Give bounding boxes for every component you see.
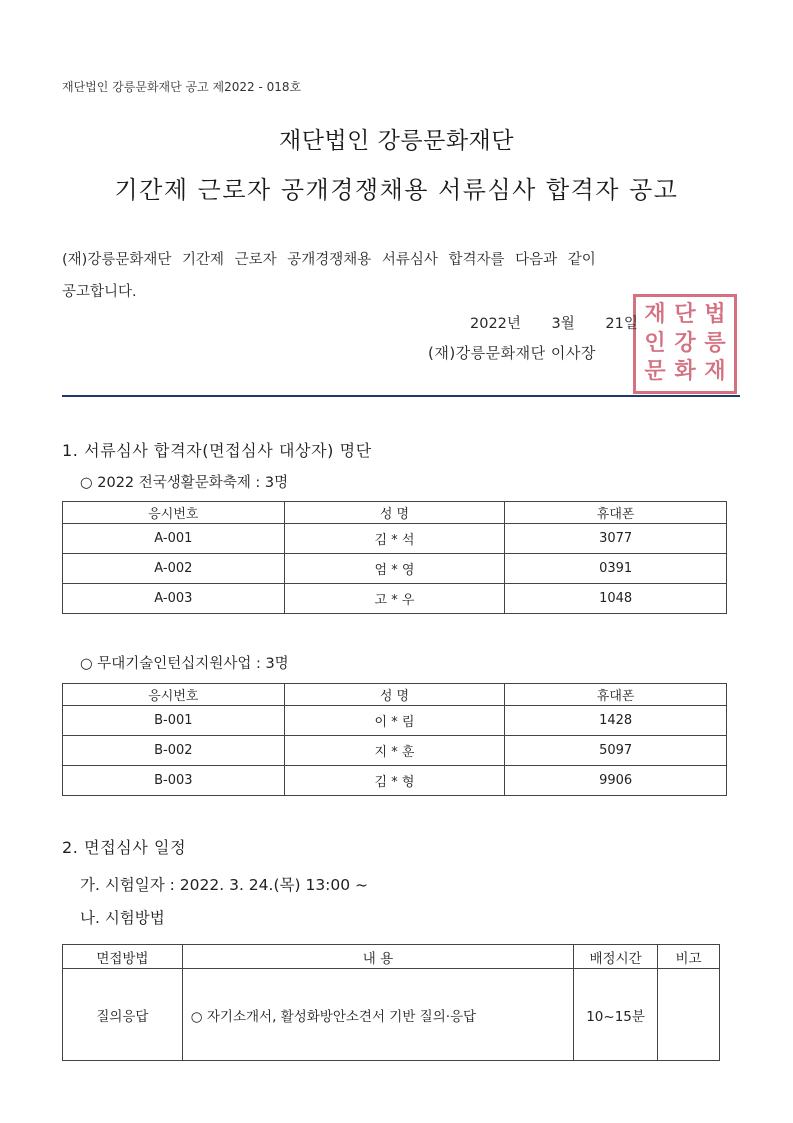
title-organization: 재단법인 강릉문화재단 [279, 128, 514, 154]
seal-char: 재 [704, 359, 726, 385]
header-note: 비고 [658, 945, 720, 969]
group2-title: ○ 무대기술인턴십지원사업 : 3명 [80, 656, 289, 672]
divider [62, 395, 740, 397]
seal-char: 문 [644, 359, 666, 385]
table-row [63, 969, 720, 1061]
seal-char: 재 [644, 302, 666, 327]
table-header-row [63, 945, 720, 969]
header-phone: 휴대폰 [505, 502, 727, 524]
table-row [63, 736, 727, 766]
method-cell: 질의응답 [63, 969, 183, 1061]
exam-date: 가. 시험일자 : 2022. 3. 24.(목) 13:00 ~ [80, 876, 369, 894]
candidates-table-group1 [62, 501, 727, 614]
seal-char: 화 [674, 359, 696, 385]
applicant-phone: 3077 [505, 524, 727, 554]
seal-char: 법 [704, 302, 726, 327]
applicant-no: A-002 [63, 554, 285, 584]
notice-number: 재단법인 강릉문화재단 공고 제2022 - 018호 [62, 80, 302, 94]
intro-line-1: (재)강릉문화재단 기간제 근로자 공개경쟁채용 서류심사 합격자를 다음과 같이 [62, 252, 596, 268]
table-row [63, 706, 727, 736]
seal-char: 단 [674, 302, 696, 327]
table-row [63, 524, 727, 554]
applicant-name: 이 * 림 [284, 706, 505, 736]
seal-char: 릉 [704, 330, 726, 356]
issuer: (재)강릉문화재단 이사장 [428, 344, 596, 362]
date-year: 2022년 [470, 316, 521, 332]
official-seal [633, 294, 737, 394]
applicant-no: A-001 [63, 524, 285, 554]
seal-char: 인 [644, 330, 666, 356]
header-name: 성 명 [284, 684, 505, 706]
group1-title: ○ 2022 전국생활문화축제 : 3명 [80, 475, 289, 491]
date-month: 3월 [551, 316, 575, 332]
section1-heading: 1. 서류심사 합격자(면접심사 대상자) 명단 [62, 441, 372, 460]
applicant-name: 엄 * 영 [284, 554, 505, 584]
header-name: 성 명 [284, 502, 505, 524]
table-row [63, 584, 727, 614]
section2-heading: 2. 면접심사 일정 [62, 838, 187, 857]
table-header-row [63, 502, 727, 524]
note-cell [658, 969, 720, 1061]
applicant-name: 고 * 우 [284, 584, 505, 614]
table-row [63, 766, 727, 796]
table-header-row [63, 684, 727, 706]
header-time: 배정시간 [574, 945, 658, 969]
header-content: 내 용 [182, 945, 573, 969]
applicant-no: B-002 [63, 736, 285, 766]
applicant-name: 김 * 석 [284, 524, 505, 554]
header-applicant-no: 응시번호 [63, 684, 285, 706]
applicant-phone: 1428 [505, 706, 727, 736]
applicant-phone: 9906 [505, 766, 727, 796]
header-method: 면접방법 [63, 945, 183, 969]
header-phone: 휴대폰 [505, 684, 727, 706]
table-row [63, 554, 727, 584]
applicant-phone: 1048 [505, 584, 727, 614]
seal-char: 강 [674, 330, 696, 356]
interview-method-table [62, 944, 720, 1061]
applicant-phone: 0391 [505, 554, 727, 584]
applicant-name: 지 * 훈 [284, 736, 505, 766]
date-day: 21일 [605, 316, 638, 332]
applicant-no: B-001 [63, 706, 285, 736]
content-cell: ○ 자기소개서, 활성화방안소견서 기반 질의·응답 [182, 969, 573, 1061]
applicant-phone: 5097 [505, 736, 727, 766]
applicant-no: A-003 [63, 584, 285, 614]
candidates-table-group2 [62, 683, 727, 796]
announcement-date [470, 312, 664, 333]
intro-line-2: 공고합니다. [62, 284, 137, 300]
time-cell: 10~15분 [574, 969, 658, 1061]
title-announcement: 기간제 근로자 공개경쟁채용 서류심사 합격자 공고 [114, 176, 679, 204]
applicant-name: 김 * 형 [284, 766, 505, 796]
exam-method-label: 나. 시험방법 [80, 909, 165, 927]
header-applicant-no: 응시번호 [63, 502, 285, 524]
applicant-no: B-003 [63, 766, 285, 796]
